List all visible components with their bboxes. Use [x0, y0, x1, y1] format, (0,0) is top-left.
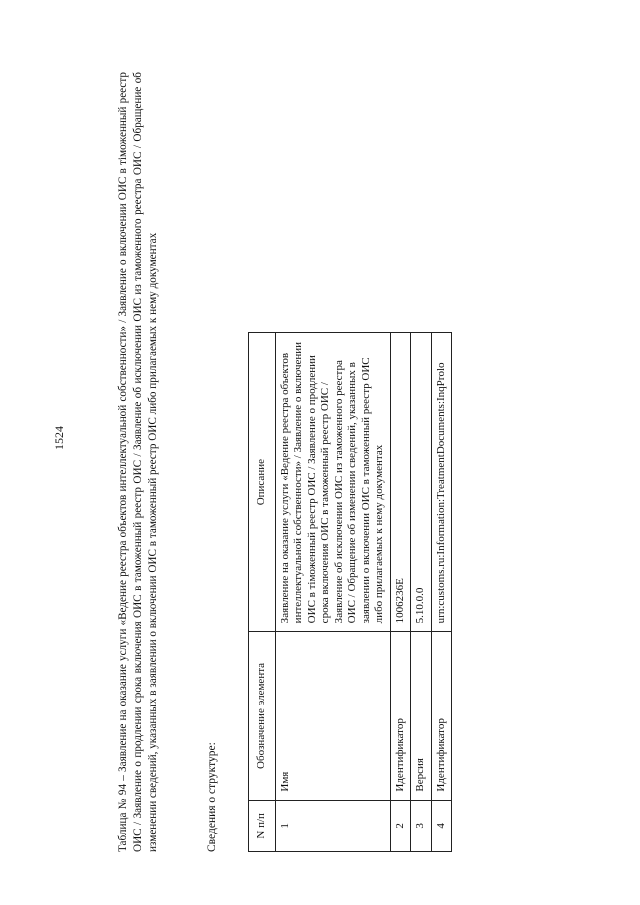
cell-element: Идентификатор	[431, 632, 452, 800]
table-caption: Таблица № 94 – Заявление на оказание услуги «Ведение реестра объектов интеллектуальной собственности» / Заявление о включении ОИС в тіможенный реестр ОИС / Заявление о продлении срока включения ОИС в таможенный реестр ОИС / Заявление об исключении ОИС из таможенного реестра ОИС / Обращение об изменении сведений, указанных в заявлении о включении ОИС в таможенный реестр ОИС либо прилагаемых к нему документах	[117, 72, 159, 852]
cell-element: Имя	[275, 632, 390, 800]
cell-description: urn:customs.ru:Information:TreatmentDocuments:InqProlo	[431, 333, 452, 632]
header-number: N п/п	[249, 800, 276, 851]
cell-number: 1	[275, 800, 390, 851]
rotated-content	[116, 32, 586, 852]
page-number: 1524	[52, 426, 66, 450]
header-element: Обозначение элемента	[249, 632, 276, 800]
table-row	[431, 333, 452, 852]
cell-number: 2	[390, 800, 411, 851]
cell-element: Идентификатор	[390, 632, 411, 800]
structure-heading: Сведения о структуре:	[206, 742, 218, 852]
cell-description: 5.10.0.0	[411, 333, 432, 632]
cell-description: 1006236E	[390, 333, 411, 632]
table-header-row	[249, 333, 276, 852]
table-row	[275, 333, 390, 852]
structure-table	[248, 332, 452, 852]
table-row	[390, 333, 411, 852]
cell-number: 4	[431, 800, 452, 851]
cell-element: Версия	[411, 632, 432, 800]
header-description: Описание	[249, 333, 276, 632]
cell-description: Заявление на оказание услуги «Ведение реестра объектов интеллектуальной собственности» / Заявление о включении ОИС в тіможенный реестр ОИС / Заявление о продлении срока включения ОИС в таможенный реестр ОИС / Заявление об исключении ОИС из таможенного реестра ОИС / Обращение об изменении сведений, указанных в заявлении о включении ОИС в таможенный реестр ОИС либо прилагаемых к нему документах	[275, 333, 390, 632]
cell-number: 3	[411, 800, 432, 851]
table-row	[411, 333, 432, 852]
